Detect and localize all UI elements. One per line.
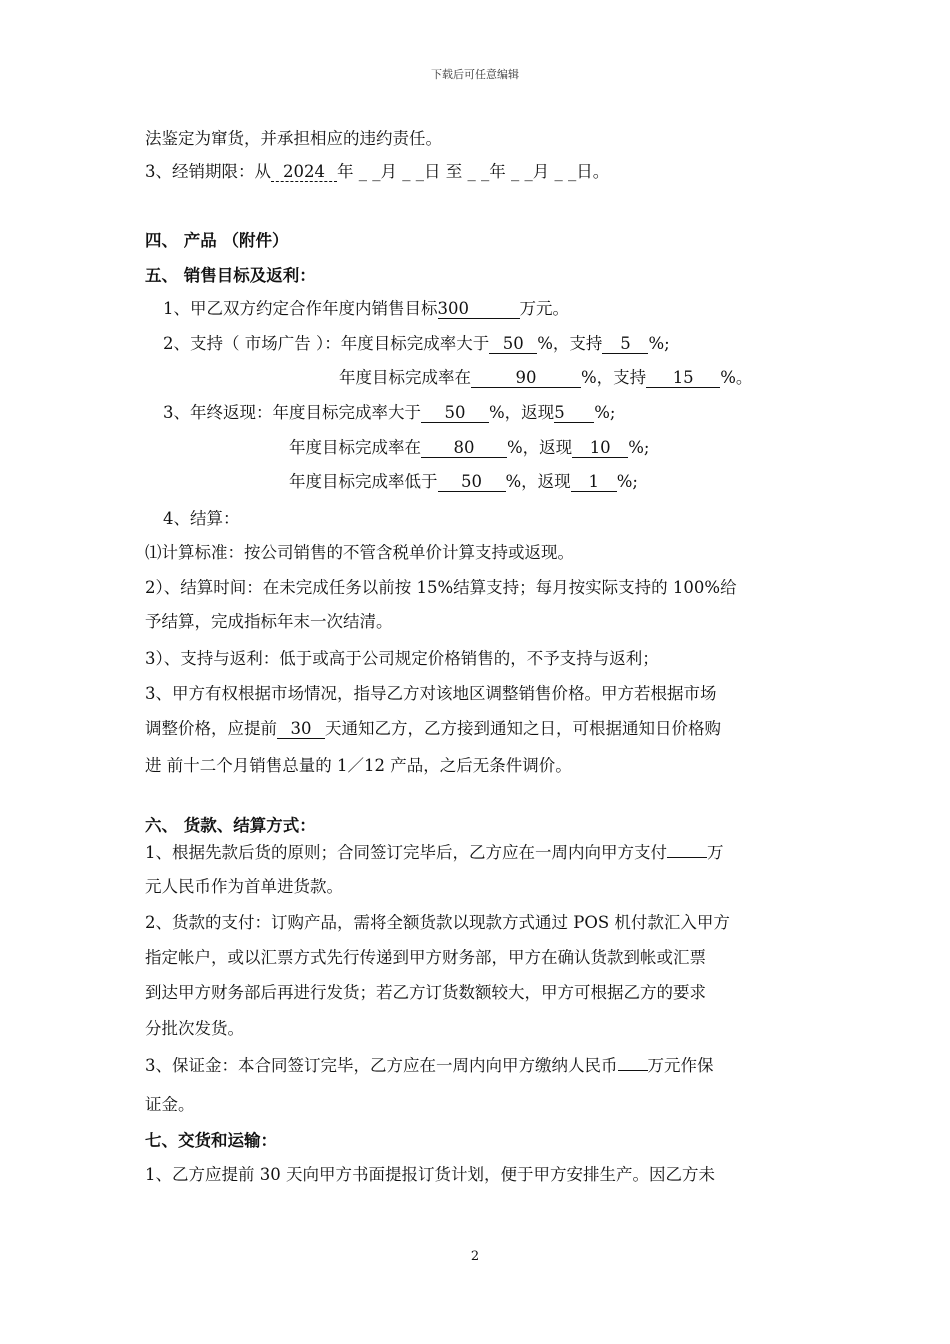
support-value: 15 bbox=[646, 369, 720, 388]
paragraph-line: 证金。 bbox=[145, 1095, 195, 1114]
support-line-1 bbox=[163, 333, 670, 355]
label: 年度目标完成率低于 bbox=[289, 472, 438, 491]
rebate-value: 10 bbox=[572, 439, 628, 458]
label: %; bbox=[628, 438, 650, 457]
paragraph-line: 3）、支持与返利：低于或高于公司规定价格销售的，不予支持与返利； bbox=[145, 649, 659, 668]
paragraph-line: 3、甲方有权根据市场情况，指导乙方对该地区调整销售价格。甲方若根据市场 bbox=[145, 684, 717, 703]
rebate-value: 1 bbox=[571, 473, 617, 492]
label: 万元作保 bbox=[647, 1056, 714, 1075]
settlement-heading: 4、结算： bbox=[163, 509, 240, 528]
label: %，返现 bbox=[507, 438, 573, 457]
rebate-line-3 bbox=[289, 471, 638, 493]
label: 3、经销期限：从 bbox=[145, 162, 271, 181]
label: 万元。 bbox=[519, 299, 569, 318]
rebate-line-1 bbox=[163, 402, 615, 424]
label: %; bbox=[616, 472, 638, 491]
rebate-value: 5 bbox=[554, 404, 594, 423]
paragraph-line: 1、乙方应提前 30 天向甲方书面提报订货计划，便于甲方安排生产。因乙方未 bbox=[145, 1165, 715, 1184]
notice-days-value: 30 bbox=[277, 720, 325, 739]
rate-value: 50 bbox=[421, 404, 489, 423]
rate-value: 90 bbox=[471, 369, 581, 388]
label: 年 _ _月 _ _日 至 _ _年 _ _月 _ _日。 bbox=[337, 162, 610, 181]
sales-target-line bbox=[163, 298, 569, 320]
section-heading-4: 四、 产品 （附件） bbox=[145, 231, 289, 250]
rate-value: 50 bbox=[489, 335, 537, 354]
label: 年度目标完成率在 bbox=[339, 368, 471, 387]
label: 2、支持（ 市场广告 ）：年度目标完成率大于 bbox=[163, 334, 490, 353]
label: %，支持 bbox=[581, 368, 647, 387]
label: 1、甲乙双方约定合作年度内销售目标 bbox=[163, 299, 438, 318]
label: %; bbox=[648, 334, 670, 353]
label: 天通知乙方，乙方接到通知之日，可根据通知日价格购 bbox=[325, 719, 721, 738]
paragraph-line: 指定帐户，或以汇票方式先行传递到甲方财务部，甲方在确认货款到帐或汇票 bbox=[145, 948, 706, 967]
rate-value: 80 bbox=[421, 439, 507, 458]
paragraph-line: 法鉴定为窜货，并承担相应的违约责任。 bbox=[145, 129, 442, 148]
label: %。 bbox=[720, 368, 753, 387]
amount-blank bbox=[618, 1056, 648, 1071]
paragraph-line: 进 前十二个月销售总量的 1／12 产品，之后无条件调价。 bbox=[145, 756, 572, 775]
label: %，支持 bbox=[537, 334, 603, 353]
support-line-2 bbox=[339, 367, 752, 389]
label: %; bbox=[594, 403, 616, 422]
payment-line bbox=[145, 842, 724, 864]
label: %，返现 bbox=[489, 403, 555, 422]
label: 3、年终返现：年度目标完成率大于 bbox=[163, 403, 421, 422]
support-value: 5 bbox=[602, 335, 648, 354]
paragraph-line: 2、货款的支付：订购产品，需将全额货款以现款方式通过 POS 机付款汇入甲方 bbox=[145, 913, 730, 932]
label: 3、保证金：本合同签订完毕，乙方应在一周内向甲方缴纳人民币 bbox=[145, 1056, 618, 1075]
section-heading-7: 七、交货和运输： bbox=[145, 1131, 277, 1150]
label: 1、根据先款后货的原则；合同签订完毕后，乙方应在一周内向甲方支付 bbox=[145, 843, 667, 862]
rate-value: 50 bbox=[438, 473, 506, 492]
section-heading-6: 六、 货款、结算方式： bbox=[145, 816, 316, 835]
label: 调整价格，应提前 bbox=[145, 719, 277, 738]
notice-line bbox=[145, 718, 721, 740]
amount-blank bbox=[667, 843, 707, 858]
paragraph-line: 2）、结算时间：在未完成任务以前按 15%结算支持；每月按实际支持的 100%给 bbox=[145, 578, 737, 597]
label: 万 bbox=[707, 843, 724, 862]
paragraph-line: 到达甲方财务部后再进行发货；若乙方订货数额较大，甲方可根据乙方的要求 bbox=[145, 983, 706, 1002]
paragraph-line: ⑴计算标准：按公司销售的不管含税单价计算支持或返现。 bbox=[145, 543, 574, 562]
target-value: 300 bbox=[438, 300, 520, 319]
label: %，返现 bbox=[505, 472, 571, 491]
page-header: 下载后可任意编辑 bbox=[431, 68, 519, 81]
section-heading-5: 五、 销售目标及返利： bbox=[145, 266, 316, 285]
paragraph-line: 元人民币作为首单进货款。 bbox=[145, 877, 343, 896]
paragraph-line: 分批次发货。 bbox=[145, 1019, 244, 1038]
page-number: 2 bbox=[470, 1249, 480, 1264]
sales-period-line bbox=[145, 161, 609, 183]
deposit-line bbox=[145, 1055, 714, 1077]
paragraph-line: 予结算，完成指标年末一次结清。 bbox=[145, 612, 393, 631]
label: 年度目标完成率在 bbox=[289, 438, 421, 457]
rebate-line-2 bbox=[289, 437, 649, 459]
year-value: 2024 bbox=[271, 163, 337, 182]
